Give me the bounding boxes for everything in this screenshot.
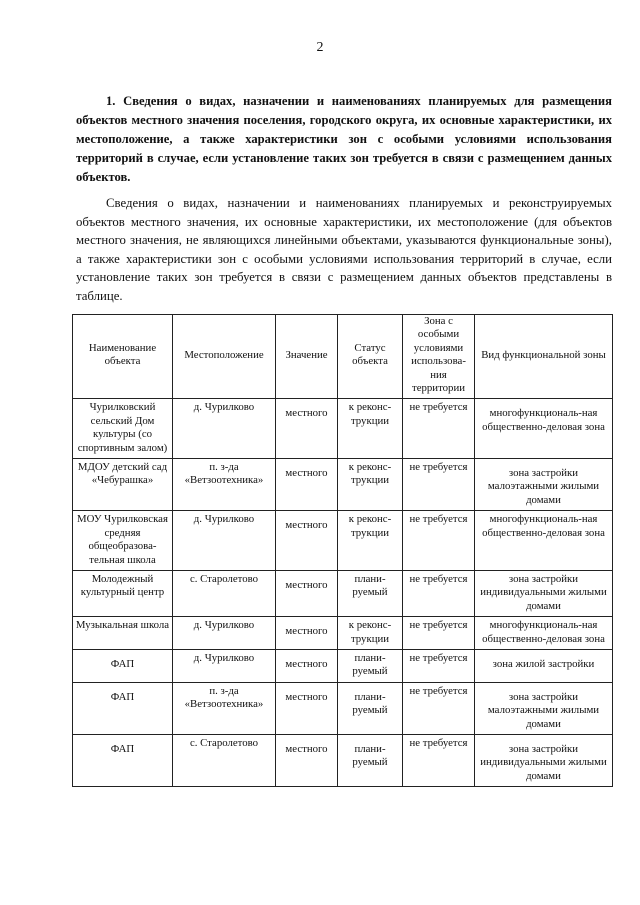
table-header-row bbox=[73, 315, 613, 399]
significance-cell: местного bbox=[276, 399, 338, 459]
significance-cell: местного bbox=[276, 570, 338, 616]
intro-paragraph: Сведения о видах, назначении и наименованиях планируемых и реконструируемых объектов местного значения, их основные характеристики, их местоположение (для объектов местного значения, не являющихся линейными объектами, указываются функциональные зоны), а также характеристики зон с особыми условиями использования территорий в случае, если установление таких зон требуется в связи с размещением данных объектов представлены в таблице. bbox=[76, 196, 612, 303]
special-zone-cell: не требуется bbox=[403, 459, 475, 511]
column-header-special-zone: Зона с особыми условиями использова-ния территории bbox=[403, 315, 475, 399]
object-name-cell: ФАП bbox=[73, 682, 173, 734]
status-cell: к реконс-трукции bbox=[338, 399, 403, 459]
object-name-cell: МОУ Чурилковская средняя общеобразова-тельная школа bbox=[73, 511, 173, 571]
object-name-cell: Молодежный культурный центр bbox=[73, 570, 173, 616]
functional-zone-cell: зона жилой застройки bbox=[475, 649, 613, 682]
section-heading: 1. Сведения о видах, назначении и наименованиях планируемых для размещения объектов местного значения поселения, городского округа, их основные характеристики, их местоположение, а также характеристики зон с особыми условиями использования территорий в случае, если установление таких зон требуется в связи с размещением данных объектов. bbox=[76, 94, 612, 184]
special-zone-cell: не требуется bbox=[403, 399, 475, 459]
table-row bbox=[73, 649, 613, 682]
table-row bbox=[73, 570, 613, 616]
objects-table bbox=[72, 314, 613, 787]
functional-zone-cell: многофункциональ-ная общественно-деловая зона bbox=[475, 399, 613, 459]
column-header-location: Местоположение bbox=[173, 315, 276, 399]
column-header-significance: Значение bbox=[276, 315, 338, 399]
significance-cell: местного bbox=[276, 459, 338, 511]
object-name-cell: ФАП bbox=[73, 649, 173, 682]
functional-zone-cell: зона застройки индивидуальными жилыми домами bbox=[475, 570, 613, 616]
status-cell: к реконс-трукции bbox=[338, 459, 403, 511]
functional-zone-cell: зона застройки индивидуальными жилыми домами bbox=[475, 734, 613, 786]
table-row bbox=[73, 617, 613, 650]
functional-zone-cell: многофункциональ-ная общественно-деловая зона bbox=[475, 511, 613, 571]
location-cell: с. Старолетово bbox=[173, 734, 276, 786]
significance-cell: местного bbox=[276, 511, 338, 571]
table-row bbox=[73, 734, 613, 786]
object-name-cell: ФАП bbox=[73, 734, 173, 786]
table-row bbox=[73, 682, 613, 734]
special-zone-cell: не требуется bbox=[403, 649, 475, 682]
special-zone-cell: не требуется bbox=[403, 511, 475, 571]
significance-cell: местного bbox=[276, 682, 338, 734]
functional-zone-cell: зона застройки малоэтажными жилыми домами bbox=[475, 459, 613, 511]
location-cell: с. Старолетово bbox=[173, 570, 276, 616]
table-row bbox=[73, 459, 613, 511]
significance-cell: местного bbox=[276, 734, 338, 786]
status-cell: плани-руемый bbox=[338, 649, 403, 682]
table-row bbox=[73, 511, 613, 571]
significance-cell: местного bbox=[276, 617, 338, 650]
object-name-cell: МДОУ детский сад «Чебурашка» bbox=[73, 459, 173, 511]
location-cell: д. Чурилково bbox=[173, 399, 276, 459]
object-name-cell: Чурилковский сельский Дом культуры (со спортивным залом) bbox=[73, 399, 173, 459]
status-cell: к реконс-трукции bbox=[338, 617, 403, 650]
table-row bbox=[73, 399, 613, 459]
significance-cell: местного bbox=[276, 649, 338, 682]
special-zone-cell: не требуется bbox=[403, 617, 475, 650]
location-cell: д. Чурилково bbox=[173, 649, 276, 682]
special-zone-cell: не требуется bbox=[403, 682, 475, 734]
column-header-name: Наименование объекта bbox=[73, 315, 173, 399]
status-cell: плани-руемый bbox=[338, 570, 403, 616]
page-number: 2 bbox=[316, 40, 324, 55]
location-cell: д. Чурилково bbox=[173, 617, 276, 650]
object-name-cell: Музыкальная школа bbox=[73, 617, 173, 650]
status-cell: плани-руемый bbox=[338, 682, 403, 734]
special-zone-cell: не требуется bbox=[403, 570, 475, 616]
functional-zone-cell: зона застройки малоэтажными жилыми домами bbox=[475, 682, 613, 734]
column-header-functional-zone: Вид функциональной зоны bbox=[475, 315, 613, 399]
special-zone-cell: не требуется bbox=[403, 734, 475, 786]
location-cell: д. Чурилково bbox=[173, 511, 276, 571]
status-cell: плани-руемый bbox=[338, 734, 403, 786]
column-header-status: Статус объекта bbox=[338, 315, 403, 399]
functional-zone-cell: многофункциональ-ная общественно-деловая зона bbox=[475, 617, 613, 650]
location-cell: п. з-да «Ветзоотехника» bbox=[173, 682, 276, 734]
status-cell: к реконс-трукции bbox=[338, 511, 403, 571]
location-cell: п. з-да «Ветзоотехника» bbox=[173, 459, 276, 511]
